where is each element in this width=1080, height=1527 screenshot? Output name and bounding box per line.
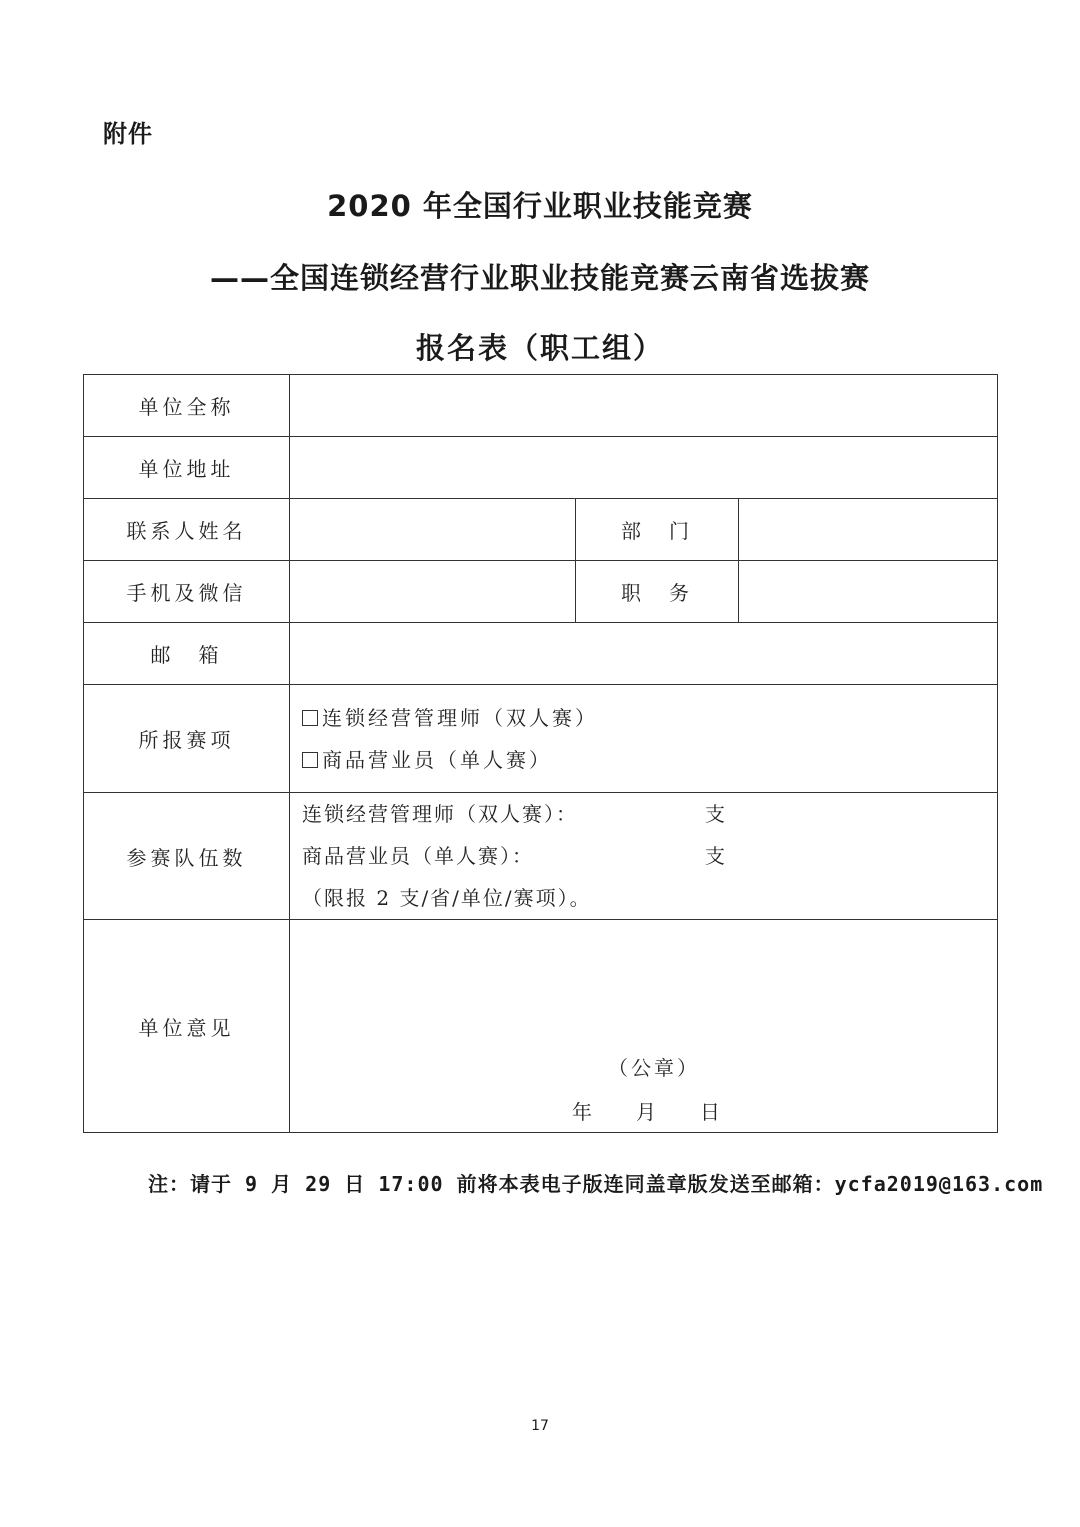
- org-name-label: 单位全称: [84, 375, 290, 437]
- event-option[interactable]: [302, 697, 997, 739]
- teams-field[interactable]: [290, 793, 998, 920]
- title-line-1: 2020 年全国行业职业技能竞赛: [327, 189, 753, 223]
- department-field[interactable]: [739, 499, 998, 561]
- department-label: 部 门: [576, 499, 739, 561]
- position-label: 职 务: [576, 561, 739, 623]
- submission-note: 注：请于 9 月 29 日 17:00 前将本表电子版连同盖章版发送至邮箱：ycfa2019@163.com: [148, 1172, 1044, 1196]
- event-option-label: 连锁经营管理师（双人赛）: [322, 705, 598, 730]
- date-year: 年: [572, 1100, 592, 1124]
- checkbox-icon[interactable]: [302, 752, 318, 768]
- opinion-field[interactable]: [290, 920, 998, 1133]
- checkbox-icon[interactable]: [302, 710, 318, 726]
- teams-unit: 支: [705, 802, 727, 826]
- email-label: 邮 箱: [84, 623, 290, 685]
- seal-text: （公章）: [608, 1056, 700, 1080]
- phone-label: 手机及微信: [84, 561, 290, 623]
- org-address-label: 单位地址: [84, 437, 290, 499]
- teams-unit: 支: [705, 844, 727, 868]
- page-number: 17: [531, 1418, 549, 1434]
- date-day: 日: [700, 1100, 720, 1124]
- attachment-label: 附件: [103, 120, 153, 148]
- teams-line-2: 商品营业员（单人赛）：: [302, 844, 534, 868]
- event-option-label: 商品营业员（单人赛）: [322, 747, 552, 772]
- contact-name-label: 联系人姓名: [84, 499, 290, 561]
- org-name-field[interactable]: [290, 375, 998, 437]
- phone-field[interactable]: [290, 561, 576, 623]
- title-line-2: ——全国连锁经营行业职业技能竞赛云南省选拔赛: [209, 261, 870, 295]
- contact-name-field[interactable]: [290, 499, 576, 561]
- registration-form: [83, 374, 998, 1133]
- date-month: 月: [636, 1100, 656, 1124]
- events-label: 所报赛项: [84, 685, 290, 793]
- title-line-3: 报名表（职工组）: [415, 331, 664, 365]
- events-options: [290, 685, 998, 793]
- teams-label: 参赛队伍数: [84, 793, 290, 920]
- event-option[interactable]: [302, 739, 997, 781]
- email-field[interactable]: [290, 623, 998, 685]
- opinion-label: 单位意见: [84, 920, 290, 1133]
- date-line: [572, 1096, 720, 1125]
- position-field[interactable]: [739, 561, 998, 623]
- teams-line-1: 连锁经营管理师（双人赛）：: [302, 802, 578, 826]
- teams-note: （限报 2 支/省/单位/赛项）。: [302, 886, 592, 910]
- org-address-field[interactable]: [290, 437, 998, 499]
